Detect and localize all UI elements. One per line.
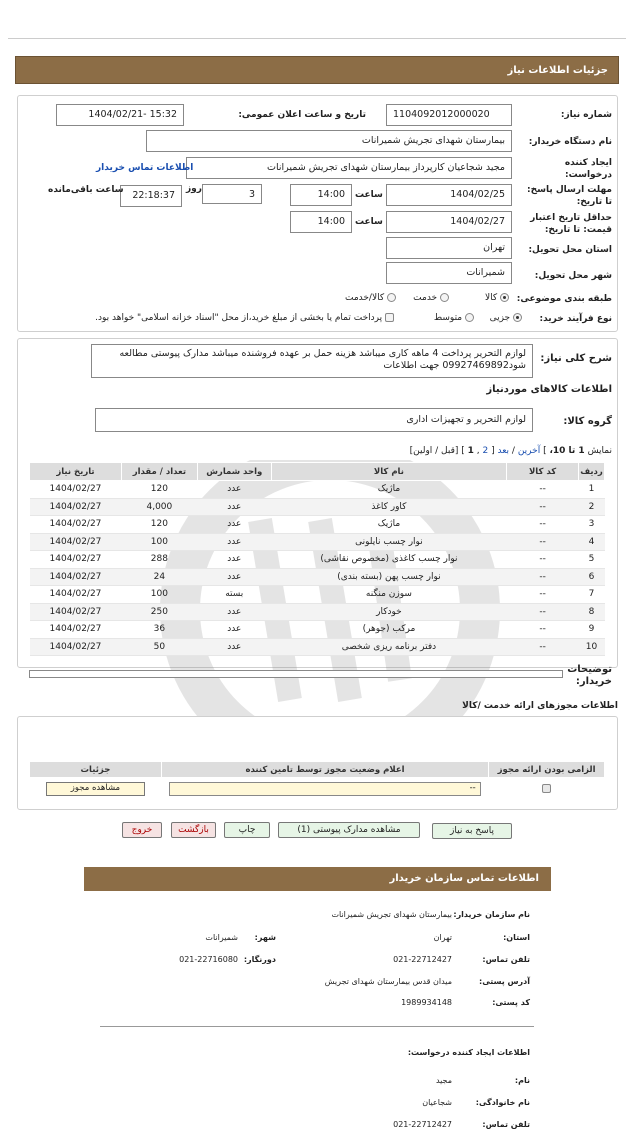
creator-info-title: اطلاعات ایجاد کننده درخواست: (407, 1048, 530, 1057)
creator-phone-value: 021-22712427 (393, 1120, 452, 1129)
validity-time-field: 14:00 (290, 211, 352, 233)
licenses-title: اطلاعات مجوزهای ارائه خدمت /کالا (462, 701, 618, 711)
row-number: 8 (579, 603, 605, 621)
table-row (30, 586, 605, 604)
pagination: نمایش 1 تا 10، ] آخرین / بعد [ 2 , 1 ] [قبل / اولین] (409, 446, 612, 456)
item-unit: عدد (197, 533, 271, 551)
item-code: -- (507, 551, 579, 569)
item-unit: عدد (197, 481, 271, 499)
item-name: خودکار (271, 603, 506, 621)
table-row (30, 533, 605, 551)
item-unit: عدد (197, 516, 271, 534)
contact-org-label: نام سازمان خریدار: (453, 910, 530, 919)
radio-checked-icon (513, 313, 522, 322)
item-qty: 288 (121, 551, 197, 569)
contact-org-value: بیمارستان شهدای تجریش شمیرانات (331, 910, 452, 919)
table-row (30, 638, 605, 656)
item-code: -- (507, 533, 579, 551)
need-number-field: 1104092012000020 (386, 104, 512, 126)
contact-phone-label: تلفن تماس: (482, 955, 530, 964)
buyer-notes-label: توضیحات خریدار: (567, 664, 612, 687)
table-row (30, 498, 605, 516)
col-code: کد کالا (507, 463, 579, 481)
days-label: روز (186, 184, 202, 194)
creator-first-name-label: نام: (514, 1076, 530, 1085)
table-row (30, 516, 605, 534)
row-number: 5 (579, 551, 605, 569)
item-code: -- (507, 481, 579, 499)
item-name: دفتر برنامه ریزی شخصی (271, 638, 506, 656)
item-qty: 250 (121, 603, 197, 621)
exit-button[interactable]: خروج (122, 822, 162, 838)
buyer-notes-field (29, 670, 563, 678)
item-code: -- (507, 516, 579, 534)
print-button[interactable]: چاپ (224, 822, 270, 838)
time-remaining-label: ساعت باقی‌مانده (48, 185, 124, 195)
item-date: 1404/02/27 (30, 568, 122, 586)
item-code: -- (507, 638, 579, 656)
top-divider (8, 38, 626, 39)
contact-section-title: اطلاعات تماس سازمان خریدار (84, 867, 551, 891)
radio-unchecked-icon (387, 293, 396, 302)
item-unit: عدد (197, 551, 271, 569)
col-name: نام کالا (271, 463, 506, 481)
item-name: نوار چسب پهن (بسته بندی) (271, 568, 506, 586)
pagination-range: 1 تا 10، (549, 446, 585, 456)
item-unit: بسته (197, 586, 271, 604)
pagination-prev-first: قبل / اولین (413, 446, 455, 456)
row-number: 3 (579, 516, 605, 534)
contact-postal-value: 1989934148 (401, 998, 452, 1007)
row-number: 6 (579, 568, 605, 586)
category-goods-label: کالا (484, 293, 498, 303)
item-qty: 4,000 (121, 498, 197, 516)
creator-phone-label: تلفن تماس: (482, 1120, 530, 1129)
item-date: 1404/02/27 (30, 551, 122, 569)
pagination-next-link[interactable]: بعد (497, 446, 510, 456)
goods-table-header (30, 463, 605, 481)
process-partial-label: جزیی (489, 313, 511, 323)
col-qty: تعداد / مقدار (121, 463, 197, 481)
license-row (30, 778, 605, 800)
contact-city-value: شمیرانات (205, 933, 238, 942)
reply-button[interactable]: پاسخ به نیاز (432, 823, 512, 839)
item-date: 1404/02/27 (30, 586, 122, 604)
pagination-page-2[interactable]: 2 (482, 446, 489, 456)
item-date: 1404/02/27 (30, 533, 122, 551)
table-row (30, 621, 605, 639)
goods-section-title: اطلاعات کالاهای موردنیاز (486, 384, 612, 395)
city-label: شهر محل تحویل: (534, 271, 612, 281)
category-service-label: خدمت (413, 293, 438, 303)
row-number: 10 (579, 638, 605, 656)
item-date: 1404/02/27 (30, 638, 122, 656)
col-license-details: جزئیات (30, 762, 162, 778)
back-button[interactable]: بازگشت (171, 822, 216, 838)
item-code: -- (507, 586, 579, 604)
col-license-required: الزامی بودن ارائه مجوز (489, 762, 605, 778)
goods-table (29, 462, 605, 656)
contact-address-value: میدان قدس بیمارستان شهدای تجریش (324, 977, 452, 986)
contact-postal-label: کد پستی: (492, 998, 530, 1007)
radio-unchecked-icon (440, 293, 449, 302)
item-date: 1404/02/27 (30, 498, 122, 516)
item-unit: عدد (197, 603, 271, 621)
buyer-contact-link[interactable]: اطلاعات تماس خریدار (96, 163, 194, 173)
item-date: 1404/02/27 (30, 603, 122, 621)
item-name: نوار چسب کاغذی (مخصوص نقاشی) (271, 551, 506, 569)
process-type-label: نوع فرآیند خرید: (539, 314, 612, 324)
days-remaining-field: 3 (202, 184, 262, 204)
creator-last-name-value: شجاعیان (422, 1098, 452, 1107)
contact-province-value: تهران (433, 933, 452, 942)
province-label: استان محل تحویل: (528, 245, 612, 255)
city-field: شمیرانات (386, 262, 512, 284)
item-unit: عدد (197, 638, 271, 656)
contact-city-label: شهر: (254, 933, 276, 942)
item-name: نوار چسب نایلونی (271, 533, 506, 551)
time-remaining-field: 22:18:37 (120, 185, 182, 207)
announce-date-field: 1404/02/21- 15:32 (56, 104, 184, 126)
item-qty: 50 (121, 638, 197, 656)
treasury-payment-note: پرداخت تمام یا بخشی از مبلغ خرید،از محل "اسناد خزانه اسلامی" خواهد بود. (95, 313, 383, 323)
contact-fax-value: 021-22716080 (179, 955, 238, 964)
validity-date-field: 1404/02/27 (386, 211, 512, 233)
attachments-button[interactable]: مشاهده مدارک پیوستی (1) (278, 822, 420, 838)
creator-label: ایجاد کننده درخواست: (564, 158, 612, 180)
item-code: -- (507, 568, 579, 586)
contact-province-label: استان: (503, 933, 530, 942)
category-both-option[interactable] (345, 293, 396, 303)
creator-first-name-value: مجید (435, 1076, 452, 1085)
item-code: -- (507, 621, 579, 639)
row-number: 4 (579, 533, 605, 551)
item-name: مرکب (جوهر) (271, 621, 506, 639)
contact-fax-label: دورنگار: (243, 955, 276, 964)
pagination-page-1: 1 (467, 446, 474, 456)
item-date: 1404/02/27 (30, 481, 122, 499)
table-row (30, 481, 605, 499)
col-row: ردیف (579, 463, 605, 481)
row-number: 2 (579, 498, 605, 516)
col-date: تاریخ نیاز (30, 463, 122, 481)
checkbox-icon (385, 313, 394, 322)
need-number-label: شماره نیاز: (560, 110, 612, 120)
category-label: طبقه بندی موضوعی: (516, 294, 612, 304)
contact-address-label: آدرس پستی: (479, 977, 530, 986)
announce-date-label: تاریخ و ساعت اعلان عمومی: (238, 110, 366, 120)
item-name: کاور کاغذ (271, 498, 506, 516)
category-goods-option[interactable] (485, 293, 509, 303)
category-service-option[interactable] (413, 293, 449, 303)
category-both-label: کالا/خدمت (344, 293, 385, 303)
page-title: جزئیات اطلاعات نیاز (15, 56, 619, 84)
process-partial-option[interactable] (490, 313, 522, 323)
license-required-checkbox (542, 784, 551, 793)
item-name: ماژیک (271, 481, 506, 499)
table-row (30, 603, 605, 621)
licenses-table (29, 761, 605, 800)
creator-last-name-label: نام خانوادگی: (475, 1098, 530, 1107)
deadline-time-field: 14:00 (290, 184, 352, 206)
item-name: ماژیک (271, 516, 506, 534)
deadline-time-label: ساعت (355, 190, 383, 200)
goods-group-label: گروه کالا: (563, 416, 612, 427)
item-qty: 24 (121, 568, 197, 586)
validity-label: حداقل تاریخ اعتبار قیمت: تا تاریخ: (530, 213, 612, 235)
item-unit: عدد (197, 568, 271, 586)
item-code: -- (507, 498, 579, 516)
item-name: سوزن منگنه (271, 586, 506, 604)
item-unit: عدد (197, 498, 271, 516)
item-qty: 100 (121, 586, 197, 604)
description-field: لوازم التحریر پرداخت 4 ماهه کاری میباشد هزینه حمل بر عهده فروشنده میباشد مدارک پیوستی مطالعه شود09927469892 جهت اطلاعات (91, 344, 533, 378)
row-number: 1 (579, 481, 605, 499)
radio-unchecked-icon (465, 313, 474, 322)
process-medium-label: متوسط (433, 313, 463, 323)
description-label: شرح کلی نیاز: (540, 353, 612, 364)
treasury-payment-option[interactable] (95, 313, 394, 323)
goods-group-field: لوازم التحریر و تجهیزات اداری (95, 408, 533, 432)
item-qty: 36 (121, 621, 197, 639)
row-number: 9 (579, 621, 605, 639)
table-row (30, 551, 605, 569)
creator-field: مجید شجاعیان کارپرداز بیمارستان شهدای تجریش شمیرانات (186, 157, 512, 179)
item-qty: 120 (121, 481, 197, 499)
buyer-org-label: نام دستگاه خریدار: (528, 137, 612, 147)
item-date: 1404/02/27 (30, 516, 122, 534)
col-unit: واحد شمارش (197, 463, 271, 481)
pagination-prefix: نمایش (587, 446, 612, 456)
deadline-date-field: 1404/02/25 (386, 184, 512, 206)
buyer-org-field: بیمارستان شهدای تجریش شمیرانات (146, 130, 512, 152)
contact-phone-value: 021-22712427 (393, 955, 452, 964)
item-qty: 120 (121, 516, 197, 534)
contact-divider (100, 1026, 534, 1027)
process-medium-option[interactable] (434, 313, 474, 323)
radio-checked-icon (500, 293, 509, 302)
item-qty: 100 (121, 533, 197, 551)
item-unit: عدد (197, 621, 271, 639)
item-code: -- (507, 603, 579, 621)
view-license-button[interactable]: مشاهده مجوز (46, 782, 146, 796)
col-license-status: اعلام وضعیت مجوز توسط تامین کننده (161, 762, 488, 778)
item-date: 1404/02/27 (30, 621, 122, 639)
license-status-field[interactable]: -- (169, 782, 480, 796)
deadline-label: مهلت ارسال پاسخ: تا تاریخ: (527, 185, 612, 207)
province-field: تهران (386, 237, 512, 259)
row-number: 7 (579, 586, 605, 604)
pagination-last-link[interactable]: آخرین (517, 446, 541, 456)
validity-time-label: ساعت (355, 217, 383, 227)
table-row (30, 568, 605, 586)
